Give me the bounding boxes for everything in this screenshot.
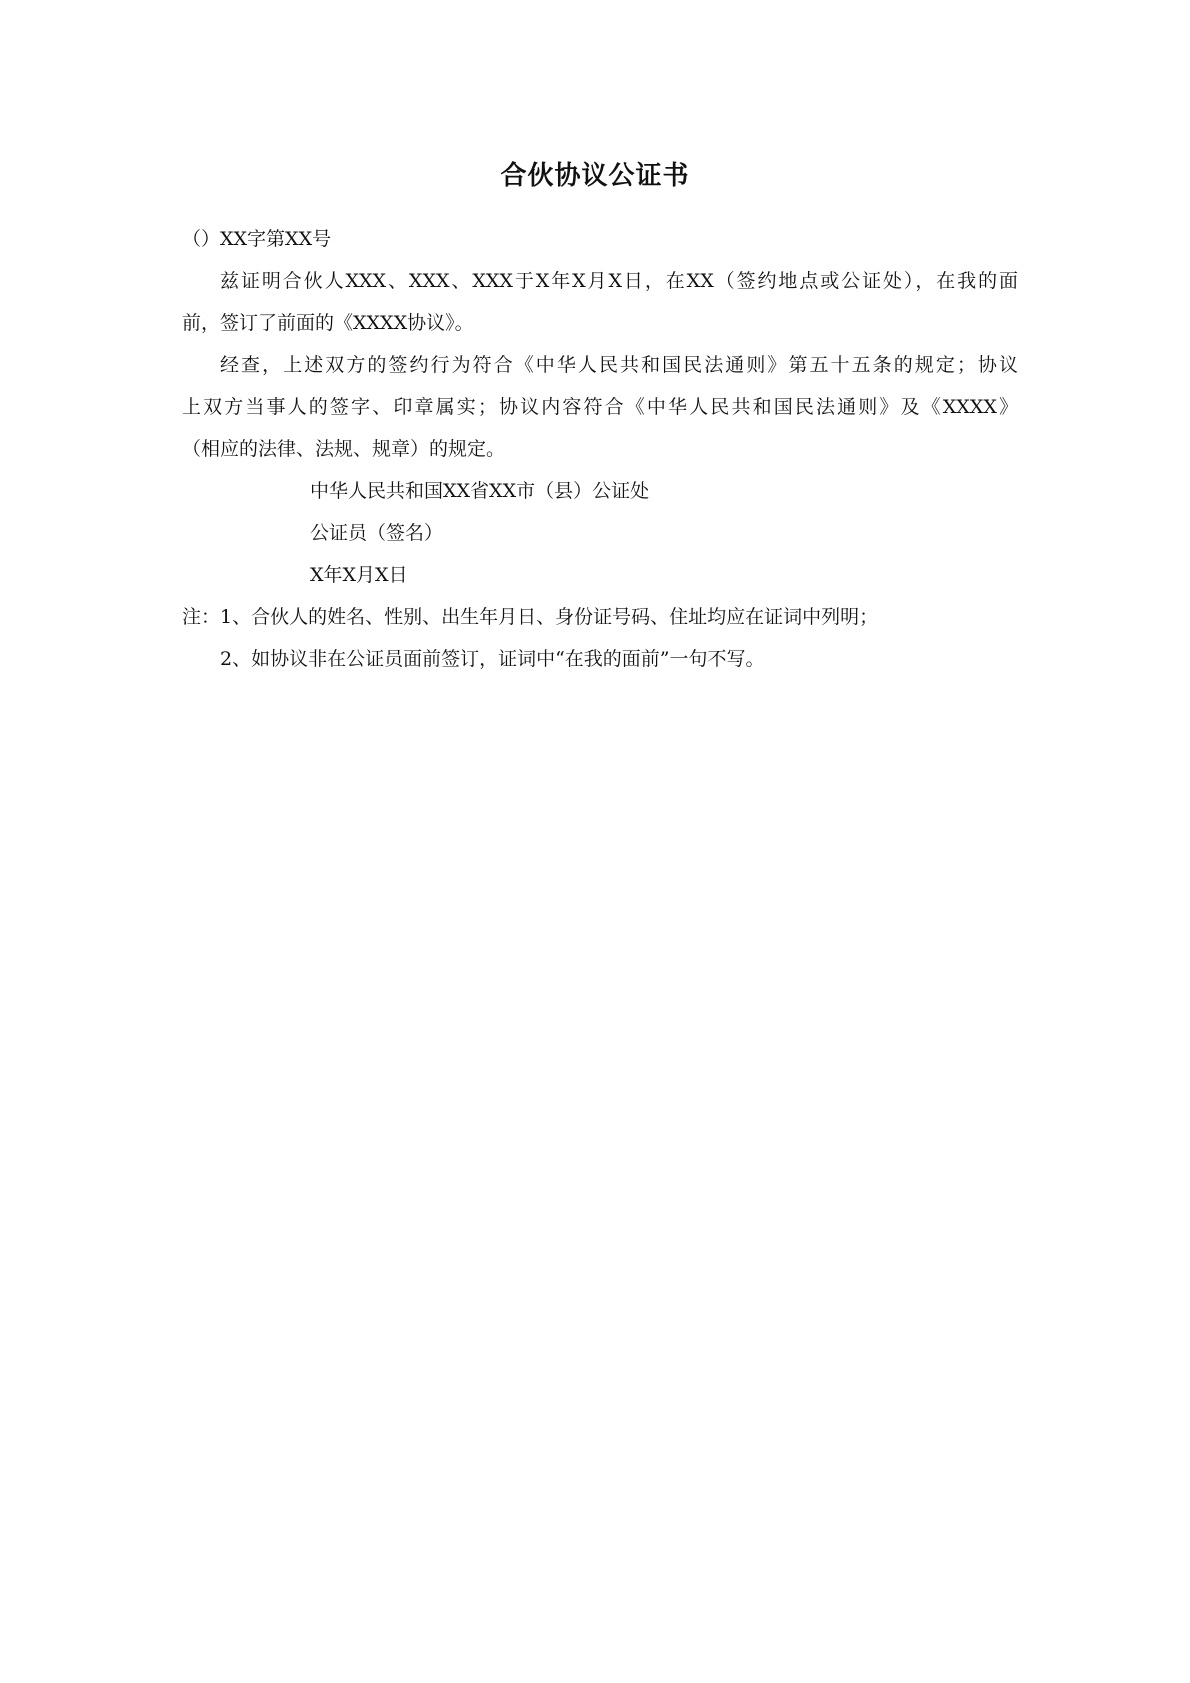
- signature-notary: 公证员（签名）: [310, 522, 444, 544]
- document-body: [182, 218, 1018, 680]
- para2-line1: 经查，上述双方的签约行为符合《中华人民共和国民法通则》第五十五条的规定；协议: [220, 354, 1018, 376]
- signature-date: X年X月X日: [310, 564, 408, 586]
- note-2: 2、如协议非在公证员面前签订，证词中“在我的面前”一句不写。: [220, 648, 765, 670]
- para1-line1: 兹证明合伙人XXX、XXX、XXX于X年X月X日，在XX（签约地点或公证处），在我的面: [220, 270, 1018, 292]
- signature-office: 中华人民共和国XX省XX市（县）公证处: [310, 480, 650, 502]
- para2-line2: 上双方当事人的签字、印章属实；协议内容符合《中华人民共和国民法通则》及《XXXX》: [182, 396, 1018, 418]
- doc-number: （）XX字第XX号: [182, 228, 332, 250]
- document-title: 合伙协议公证书: [500, 161, 690, 191]
- note-1: 注：1、合伙人的姓名、性别、出生年月日、身份证号码、住址均应在证词中列明；: [182, 606, 879, 628]
- para1-line2: 前，签订了前面的《XXXX协议》。: [182, 312, 474, 334]
- para2-line3: （相应的法律、法规、规章）的规定。: [182, 438, 506, 460]
